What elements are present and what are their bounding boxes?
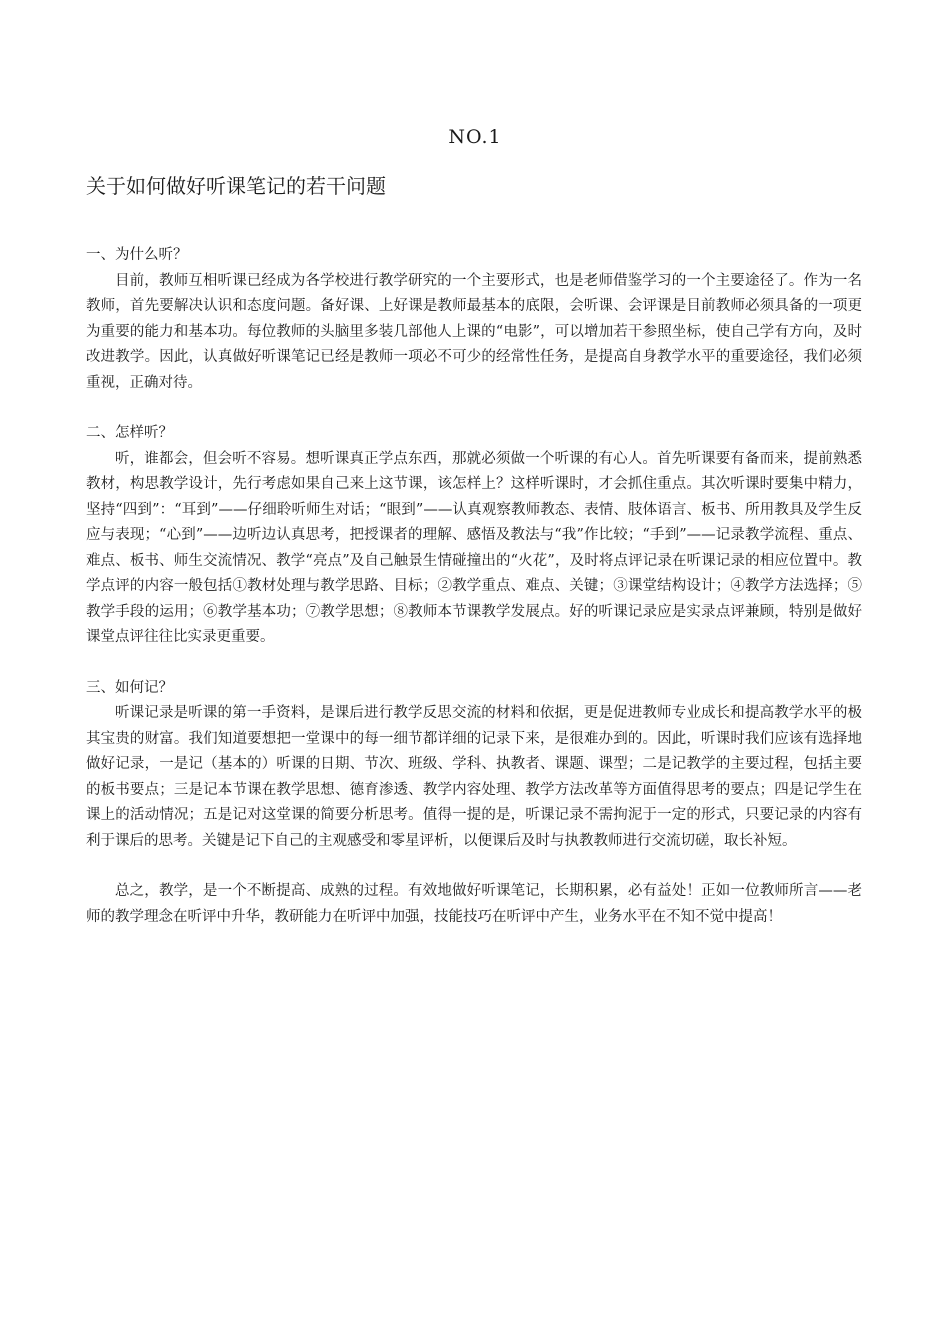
section-paragraph: 听，谁都会，但会听不容易。想听课真正学点东西，那就必须做一个听课的有心人。首先听课要有备而来，提前熟悉教材，构思教学设计，先行考虑如果自己来上这节课，该怎样上？这样听课时，才会抓住重点。其次听课时要集中精力，坚持“四到”：“耳到”——仔细聆听师生对话；“眼到”——认真观察教师教态、表情、肢体语言、板书、所用教具及学生反应与表现；“心到”——边听边认真思考，把授课者的理解、感悟及教法与“我”作比较；“手到”——记录教学流程、重点、难点、板书、师生交流情况、教学“亮点”及自己触景生情碰撞出的“火花”，及时将点评记录在听课记录的相应位置中。教学点评的内容一般包括①教材处理与教学思路、目标；②教学重点、难点、关键；③课堂结构设计；④教学方法选择；⑤教学手段的运用；⑥教学基本功；⑦教学思想；⑧教师本节课教学发展点。好的听课记录应是实录点评兼顾，特别是做好课堂点评往往比实录更重要。 — [86, 450, 862, 645]
section-heading: 一、为什么听？ — [86, 247, 188, 263]
section-heading: 三、如何记？ — [86, 679, 173, 696]
document-number: NO.1 — [448, 126, 502, 148]
section-paragraph: 听课记录是听课的第一手资料，是课后进行教学反思交流的材料和依据，更是促进教师专业成长和提高教学水平的极其宝贵的财富。我们知道要想把一堂课中的每一细节都详细的记录下来，是很难办到的。因此，听课时我们应该有选择地做好记录，一是记（基本的）听课的日期、节次、班级、学科、执教者、课题、课型；二是记教学的主要过程，包括主要的板书要点；三是记本节课在教学思想、德育渗透、教学内容处理、教学方法改革等方面值得思考的要点；四是记学生在课上的活动情况；五是记对这堂课的简要分析思考。值得一提的是，听课记录不需拘泥于一定的形式，只要记录的内容有利于课后的思考。关键是记下自己的主观感受和零星评析，以便课后及时与执教教师进行交流切磋，取长补短。 — [86, 705, 862, 849]
conclusion-paragraph: 总之，教学，是一个不断提高、成熟的过程。有效地做好听课笔记，长期积累，必有益处！正如一位教师所言——老师的教学理念在听评中升华，教研能力在听评中加强，技能技巧在听评中产生，业务水平在不知不觉中提高！ — [86, 883, 862, 925]
document-title: 关于如何做好听课笔记的若干问题 — [86, 174, 386, 198]
section-paragraph: 目前，教师互相听课已经成为各学校进行教学研究的一个主要形式，也是老师借鉴学习的一个主要途径了。作为一名教师，首先要解决认识和态度问题。备好课、上好课是教师最基本的底限，会听课、会评课是目前教师必须具备的一项更为重要的能力和基本功。每位教师的头脑里多装几部他人上课的“电影”，可以增加若干参照坐标，使自己学有方向，及时改进教学。因此，认真做好听课笔记已经是教师一项必不可少的经常性任务，是提高自身教学水平的重要途径，我们必须重视，正确对待。 — [86, 272, 862, 391]
section-why-listen — [86, 243, 862, 396]
section-how-listen — [86, 421, 862, 651]
document-body — [86, 243, 862, 955]
section-heading: 二、怎样听？ — [86, 425, 173, 441]
section-how-record — [86, 676, 862, 855]
section-conclusion — [86, 879, 862, 930]
